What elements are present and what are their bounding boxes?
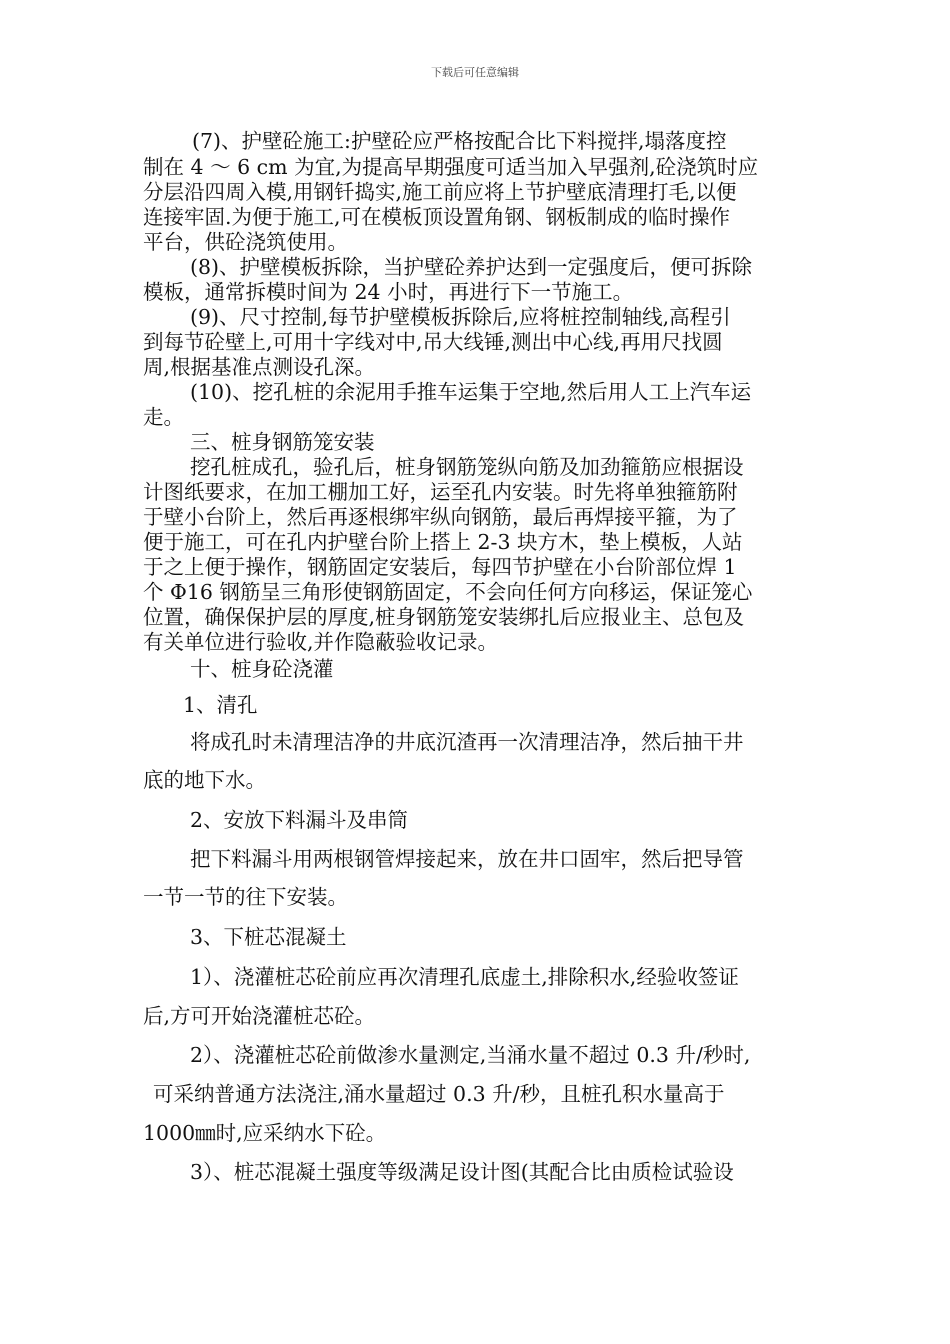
text-line: 到每节砼壁上,可用十字线对中,吊大线锤,测出中心线,再用尺找圆 (143, 330, 723, 354)
text-line: 2）、浇灌桩芯砼前做渗水量测定,当涌水量不超过 0.3 升/秒时, (190, 1043, 751, 1067)
text-line: 挖孔桩成孔，验孔后，桩身钢筋笼纵向筋及加劲箍筋应根据设 (190, 455, 744, 479)
section-heading: 十、桩身砼浇灌 (190, 657, 334, 681)
subsection-heading: 1、清孔 (183, 693, 258, 717)
text-line: 一节一节的往下安装。 (143, 885, 348, 909)
text-line: 有关单位进行验收,并作隐蔽验收记录。 (143, 630, 499, 654)
text-line: 计图纸要求，在加工棚加工好，运至孔内安装。时先将单独箍筋附 (143, 480, 738, 504)
text-line: 模板，通常拆模时间为 24 小时，再进行下一节施工。 (143, 280, 634, 304)
text-line: 于之上便于操作，钢筋固定安装后，每四节护壁在小台阶部位焊 1 (143, 555, 737, 579)
subsection-heading: 2、安放下料漏斗及串筒 (190, 808, 409, 832)
text-line: 走。 (143, 405, 184, 429)
text-line: 便于施工，可在孔内护壁台阶上搭上 2-3 块方木，垫上模板，人站 (143, 530, 743, 554)
text-line: 连接牢固.为便于施工,可在模板顶设置角钢、钢板制成的临时操作 (143, 205, 731, 229)
subsection-heading: 3、下桩芯混凝土 (190, 925, 347, 949)
section-heading: 三、桩身钢筋笼安装 (190, 430, 375, 454)
text-line: 1000㎜时,应采纳水下砼。 (143, 1121, 387, 1145)
text-line: 可采纳普通方法浇注,涌水量超过 0.3 升/秒，且桩孔积水量高于 (153, 1082, 725, 1106)
text-line: 位置，确保保护层的厚度,桩身钢筋笼安装绑扎后应报业主、总包及 (143, 605, 745, 629)
text-line: (10)、挖孔桩的余泥用手推车运集于空地,然后用人工上汽车运 (190, 380, 752, 404)
text-line: 将成孔时未清理洁净的井底沉渣再一次清理洁净，然后抽干井 (190, 730, 744, 754)
text-line: 后,方可开始浇灌桩芯砼。 (143, 1004, 376, 1028)
text-line: 周,根据基准点测设孔深。 (143, 355, 376, 379)
text-line: 平台，供砼浇筑使用。 (143, 230, 348, 254)
text-line: 1）、浇灌桩芯砼前应再次清理孔底虚土,排除积水,经验收签证 (190, 965, 739, 989)
text-line: 分层沿四周入模,用钢钎捣实,施工前应将上节护壁底清理打毛,以便 (143, 180, 737, 204)
text-line: 把下料漏斗用两根钢管焊接起来，放在井口固牢，然后把导管 (190, 847, 744, 871)
text-line: 于壁小台阶上，然后再逐根绑牢纵向钢筋，最后再焊接平箍，为了 (143, 505, 738, 529)
text-line: 底的地下水。 (143, 768, 266, 792)
page-header: 下载后可任意编辑 (431, 66, 519, 79)
text-line: (7)、护壁砼施工:护壁砼应严格按配合比下料搅拌,塌落度控 (192, 129, 727, 153)
text-line: (8)、护壁模板拆除，当护壁砼养护达到一定强度后，便可拆除 (190, 255, 753, 279)
text-line: 个 Φ16 钢筋呈三角形使钢筋固定，不会向任何方向移运，保证笼心 (143, 580, 753, 604)
text-line: (9)、尺寸控制,每节护壁模板拆除后,应将桩控制轴线,高程引 (190, 305, 731, 329)
text-line: 3）、桩芯混凝土强度等级满足设计图(其配合比由质检试验设 (190, 1160, 734, 1184)
text-line: 制在 4 ～ 6 cm 为宜,为提高早期强度可适当加入早强剂,砼浇筑时应 (143, 155, 759, 179)
